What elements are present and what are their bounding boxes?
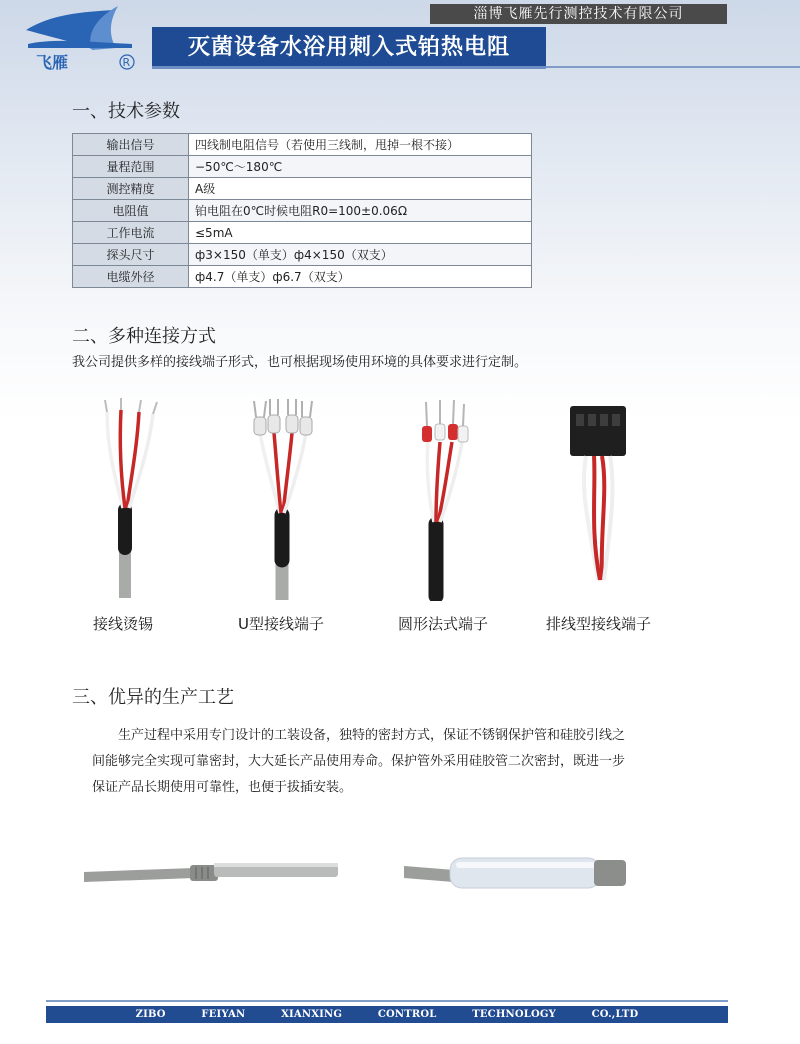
footer-banner: ZIBO FEIYAN XIANXING CONTROL TECHNOLOGY CO.,LTD xyxy=(46,1006,728,1023)
terminal-photo-ribbon xyxy=(560,400,640,590)
terminal-caption-round: 圆形法式端子 xyxy=(398,615,489,633)
spec-label: 测控精度 xyxy=(73,178,189,200)
process-paragraph xyxy=(92,723,702,801)
table-row xyxy=(73,222,532,244)
spec-value: 四线制电阻信号（若使用三线制，甩掉一根不接） xyxy=(189,134,532,156)
terminal-photo-tinned xyxy=(85,398,175,598)
paragraph-line: 保证产品长期使用可靠性，也便于拔插安装。 xyxy=(92,780,353,795)
spec-label: 电缆外径 xyxy=(73,266,189,288)
footer-divider xyxy=(46,1000,728,1002)
spec-value: 铂电阻在0℃时候电阻R0=100±0.06Ω xyxy=(189,200,532,222)
probe-photo-steel xyxy=(84,855,340,895)
spec-value: −50℃～180℃ xyxy=(189,156,532,178)
spec-value: ф3×150（单支）ф4×150（双支） xyxy=(189,244,532,266)
specs-table xyxy=(72,133,532,288)
company-name-banner: 淄博飞雁先行测控技术有限公司 xyxy=(430,4,727,24)
logo-text: 飞雁 xyxy=(36,53,69,72)
spec-label: 量程范围 xyxy=(73,156,189,178)
terminal-caption-tinned: 接线烫锡 xyxy=(93,615,154,633)
swan-logo-icon xyxy=(22,4,150,72)
spec-label: 探头尺寸 xyxy=(73,244,189,266)
terminal-caption-u-type: U型接线端子 xyxy=(238,615,324,633)
page-title: 灭菌设备水浴用刺入式铂热电阻 xyxy=(152,27,546,69)
section-heading-specs: 一、技术参数 xyxy=(72,101,180,122)
company-logo xyxy=(22,4,150,72)
spec-label: 工作电流 xyxy=(73,222,189,244)
paragraph-line: 间能够完全实现可靠密封，大大延长产品使用寿命。保护管外采用硅胶管二次密封，既进一步 xyxy=(92,754,626,769)
spec-label: 输出信号 xyxy=(73,134,189,156)
paragraph-line: 生产过程中采用专门设计的工装设备，独特的密封方式，保证不锈钢保护管和硅胶引线之 xyxy=(118,728,626,743)
title-divider xyxy=(546,66,800,68)
spec-value: ф4.7（单支）ф6.7（双支） xyxy=(189,266,532,288)
table-row xyxy=(73,266,532,288)
terminal-caption-ribbon: 排线型接线端子 xyxy=(546,615,652,633)
section-heading-process: 三、优异的生产工艺 xyxy=(72,687,234,708)
table-row xyxy=(73,156,532,178)
table-row xyxy=(73,200,532,222)
spec-value: A级 xyxy=(189,178,532,200)
terminal-photo-round xyxy=(398,396,488,601)
connections-intro: 我公司提供多样的接线端子形式，也可根据现场使用环境的具体要求进行定制。 xyxy=(72,355,528,370)
table-row xyxy=(73,134,532,156)
table-row xyxy=(73,178,532,200)
probe-photo-sealed xyxy=(404,850,628,896)
terminal-photo-u-type xyxy=(240,395,330,600)
spec-value: ≤5mA xyxy=(189,222,532,244)
table-row xyxy=(73,244,532,266)
section-heading-connections: 二、多种连接方式 xyxy=(72,326,216,347)
registered-mark: R xyxy=(122,56,131,69)
spec-label: 电阻值 xyxy=(73,200,189,222)
